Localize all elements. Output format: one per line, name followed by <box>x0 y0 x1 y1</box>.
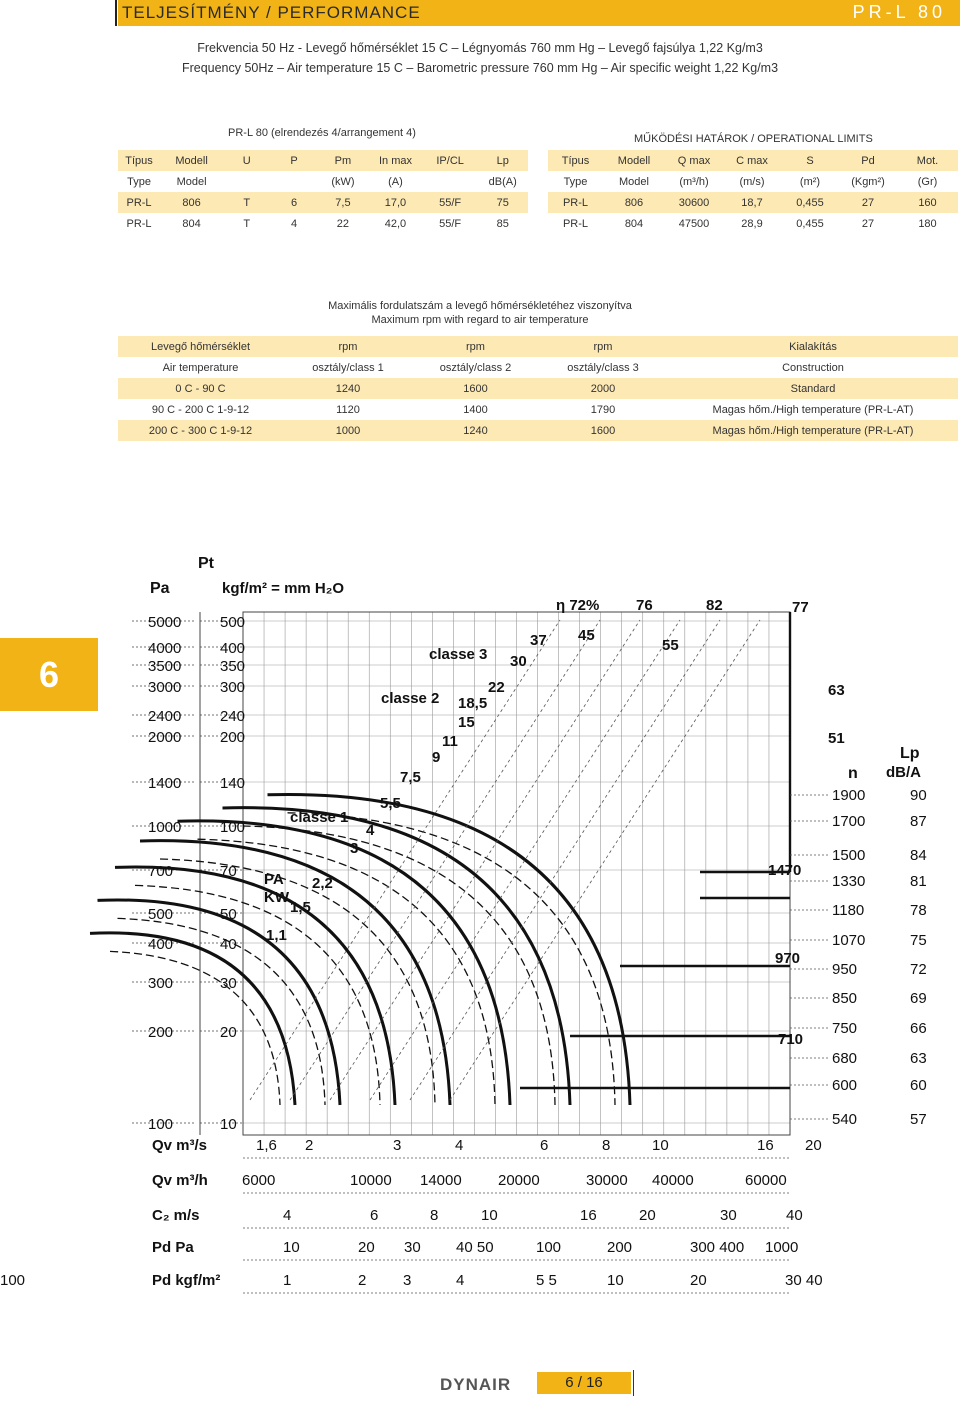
table-cell: (m³/h) <box>665 171 723 192</box>
table-cell: Levegő hőmérséklet <box>118 336 283 357</box>
table-cell: Mot. <box>897 150 958 171</box>
kgf-tick-label: 140 <box>220 775 246 792</box>
lp-value: 66 <box>910 1020 927 1037</box>
pa-label: Pa <box>150 580 170 597</box>
lp-value: 78 <box>910 902 927 919</box>
table-cell: 6 <box>270 192 317 213</box>
rpm-value: 1070 <box>832 932 866 949</box>
curve-power-label: 30 <box>510 653 527 670</box>
rpm-value: 600 <box>832 1077 858 1094</box>
curve-power-label: 4 <box>366 822 375 839</box>
kgf-tick-label: 100 <box>220 819 246 836</box>
lp-value: 60 <box>910 1077 927 1094</box>
rpm-marker: 1470 <box>768 862 802 879</box>
rpm-value: 1500 <box>832 847 866 864</box>
x-axis-tick-label: 20000 <box>498 1172 540 1189</box>
x-axis-tick-label: 2 <box>358 1272 367 1289</box>
curve-power-label: 1,5 <box>290 899 311 916</box>
table-cell: PR-L <box>548 213 603 234</box>
efficiency-label: η 72% <box>556 597 600 614</box>
curve-power-label: 2,2 <box>312 875 333 892</box>
table-cell: PR-L <box>118 192 160 213</box>
x-axis-tick-label: 10000 <box>350 1172 392 1189</box>
rpm-marker: 63 <box>828 682 845 699</box>
x-axis-tick-label: 6 <box>370 1207 379 1224</box>
table-row <box>118 213 528 234</box>
x-axis-tick-label: 100 <box>0 1272 26 1289</box>
x-axis-tick-label: 16 <box>580 1207 597 1224</box>
system-line <box>290 620 600 1100</box>
table-cell: 0,455 <box>781 213 839 234</box>
lp-value: 57 <box>910 1111 927 1128</box>
curve-power-label: 3 <box>350 840 359 857</box>
x-axis-tick-label: 100 <box>536 1239 562 1256</box>
class-label: classe 3 <box>429 646 488 663</box>
x-axis-tick-label: 1000 <box>765 1239 799 1256</box>
kgf-tick-label: 240 <box>220 708 246 725</box>
table-header-row <box>118 171 528 192</box>
table-cell: 22 <box>318 213 368 234</box>
page-header <box>118 0 960 26</box>
table-cell: 28,9 <box>723 213 781 234</box>
curve-power-label: 37 <box>530 632 547 649</box>
x-axis-tick-label: 40 <box>786 1207 803 1224</box>
table-row <box>118 378 958 399</box>
x-axis-tick-label: 8 <box>602 1137 611 1154</box>
x-axis-tick-label: 10 <box>652 1137 669 1154</box>
table-cell: T <box>223 213 270 234</box>
curve-power-label: 11 <box>442 733 458 750</box>
lp-value: 87 <box>910 813 927 830</box>
table-cell: (m/s) <box>723 171 781 192</box>
rpm-value: 1330 <box>832 873 866 890</box>
x-axis-tick-label: 4 <box>456 1272 465 1289</box>
curve-power-label: 9 <box>432 749 441 766</box>
table-cell: 806 <box>603 192 665 213</box>
table-cell: Construction <box>668 357 958 378</box>
table-cell: 55/F <box>423 192 478 213</box>
pa-tick-label: 700 <box>148 863 174 880</box>
x-axis-tick-label: 300 400 <box>690 1239 745 1256</box>
table-cell: Air temperature <box>118 357 283 378</box>
x-axis-tick-label: 200 <box>607 1239 633 1256</box>
kgf-tick-label: 20 <box>220 1024 237 1041</box>
table-cell: P <box>270 150 317 171</box>
kgf-label: kgf/m² = mm H₂O <box>222 580 345 597</box>
rpm-value: 1900 <box>832 787 866 804</box>
table-cell: (Kgm²) <box>839 171 897 192</box>
x-axis-title: Qv m³/s <box>152 1137 208 1154</box>
kgf-tick-label: 400 <box>220 640 246 657</box>
table-cell: Pm <box>318 150 368 171</box>
curve-power-label: 55 <box>662 637 679 654</box>
table-cell: rpm <box>283 336 413 357</box>
lp-value: 63 <box>910 1050 927 1067</box>
x-axis-title: Pd kgf/m² <box>152 1272 221 1289</box>
class-label: classe 1 <box>290 809 349 826</box>
table-cell: (kW) <box>318 171 368 192</box>
kgf-tick-label: 200 <box>220 729 246 746</box>
x-axis-tick-label: 4 <box>455 1137 464 1154</box>
table-cell: PR-L <box>548 192 603 213</box>
x-axis-tick-label: 6 <box>540 1137 549 1154</box>
rpm-value: 680 <box>832 1050 858 1067</box>
kgf-tick-label: 500 <box>220 614 246 631</box>
frequency-en: Frequency 50Hz – Air temperature 15 C – Barometric pressure 760 mm Hg – Air specific weight 1,22 Kg/m3 <box>181 61 779 75</box>
system-line <box>330 620 640 1100</box>
table-cell: (Gr) <box>897 171 958 192</box>
rpm-value: 750 <box>832 1020 858 1037</box>
table-cell: 1000 <box>283 420 413 441</box>
x-axis-tick-label: 30 <box>404 1239 421 1256</box>
table-cell: Type <box>118 171 160 192</box>
footer-divider <box>633 1370 634 1396</box>
pa-tick-label: 2000 <box>148 729 182 746</box>
table-cell: Type <box>548 171 603 192</box>
table-cell: 2000 <box>538 378 668 399</box>
table-cell: (A) <box>368 171 423 192</box>
x-axis-tick-label: 30000 <box>586 1172 628 1189</box>
table-cell: rpm <box>538 336 668 357</box>
x-axis-title: Pd Pa <box>152 1239 194 1256</box>
x-axis-tick-label: 20 <box>805 1137 822 1154</box>
curve-power-label: 22 <box>488 679 505 696</box>
table-row <box>548 192 958 213</box>
rpm-marker: 970 <box>775 950 801 967</box>
rpm-value: 950 <box>832 961 858 978</box>
pa-tick-label: 2400 <box>148 708 182 725</box>
table-cell: Model <box>603 171 665 192</box>
curve-power-label: 7,5 <box>400 769 421 786</box>
kgf-tick-label: 50 <box>220 906 237 923</box>
table-header-row <box>118 336 958 357</box>
rpm-value: 540 <box>832 1111 858 1128</box>
table-cell: Pd <box>839 150 897 171</box>
brand-logo: DYNAIR <box>440 1375 512 1394</box>
kgf-tick-label: 70 <box>220 863 237 880</box>
table-cell <box>270 171 317 192</box>
table-cell: PR-L <box>118 213 160 234</box>
table-cell: 1120 <box>283 399 413 420</box>
table-cell <box>223 171 270 192</box>
n-label: n <box>848 765 858 782</box>
table-cell: 4 <box>270 213 317 234</box>
page-title: TELJESÍTMÉNY / PERFORMANCE <box>122 3 421 22</box>
kgf-tick-label: 40 <box>220 936 237 953</box>
x-axis-tick-label: 10 <box>481 1207 498 1224</box>
table-cell: Magas hőm./High temperature (PR-L-AT) <box>668 420 958 441</box>
class-label: classe 2 <box>381 690 440 707</box>
table-cell: 42,0 <box>368 213 423 234</box>
table-cell: Típus <box>118 150 160 171</box>
performance-curve <box>268 794 631 1105</box>
table-cell: 1790 <box>538 399 668 420</box>
rpm-value: 850 <box>832 990 858 1007</box>
table-cell: S <box>781 150 839 171</box>
table-cell: Kialakítás <box>668 336 958 357</box>
x-axis-tick-label: 40000 <box>652 1172 694 1189</box>
x-axis-title: C₂ m/s <box>152 1207 200 1224</box>
table-cell: 1600 <box>538 420 668 441</box>
table-cell: Típus <box>548 150 603 171</box>
table-cell: 804 <box>603 213 665 234</box>
curve-power-label: 1,1 <box>266 927 287 944</box>
x-axis-tick-label: 10 <box>283 1239 300 1256</box>
x-axis-tick-label: 2 <box>305 1137 314 1154</box>
kw-legend-label: KW <box>264 889 289 906</box>
left-table-caption: PR-L 80 (elrendezés 4/arrangement 4) <box>228 127 416 139</box>
rpm-marker: 710 <box>778 1031 804 1048</box>
table-cell: 75 <box>477 192 528 213</box>
table-cell: T <box>223 192 270 213</box>
lp-value: 90 <box>910 787 927 804</box>
rpm-marker: 51 <box>828 730 845 747</box>
table-cell: 180 <box>897 213 958 234</box>
model-title: PR-L 80 <box>852 2 946 22</box>
lp-label: Lp <box>900 745 920 762</box>
x-axis-tick-label: 3 <box>403 1272 412 1289</box>
x-axis-tick-label: 1,6 <box>256 1137 277 1154</box>
pa-tick-label: 300 <box>148 975 174 992</box>
table-cell: Model <box>160 171 223 192</box>
x-axis-tick-label: 16 <box>757 1137 774 1154</box>
pt-label: Pt <box>198 555 214 572</box>
x-axis-tick-label: 20 <box>639 1207 656 1224</box>
efficiency-label: 77 <box>792 599 809 616</box>
table-cell: In max <box>368 150 423 171</box>
rpm-caption-en: Maximum rpm with regard to air temperature <box>371 314 589 326</box>
table-cell: 0,455 <box>781 192 839 213</box>
table-header-row <box>118 357 958 378</box>
table-cell: 27 <box>839 213 897 234</box>
table-cell: 55/F <box>423 213 478 234</box>
pa-tick-label: 3500 <box>148 658 182 675</box>
table-cell: osztály/class 2 <box>413 357 538 378</box>
table-cell: (m²) <box>781 171 839 192</box>
table-cell: 1240 <box>413 420 538 441</box>
pa-tick-label: 5000 <box>148 614 182 631</box>
pa-tick-label: 100 <box>148 1116 174 1133</box>
lp-unit-label: dB/A <box>886 764 921 781</box>
curve-power-label: 18,5 <box>458 695 488 712</box>
x-axis-tick-label: 40 50 <box>456 1239 494 1256</box>
table-cell: Standard <box>668 378 958 399</box>
table-header-row <box>548 171 958 192</box>
x-axis-tick-label: 20 <box>358 1239 375 1256</box>
frequency-hu: Frekvencia 50 Hz - Levegő hőmérséklet 15 C – Légnyomás 760 mm Hg – Levegő fajsúlya 1,22 Kg/m3 <box>197 41 763 55</box>
table-cell: 1400 <box>413 399 538 420</box>
table-row <box>118 399 958 420</box>
table-row <box>548 213 958 234</box>
table-cell: 27 <box>839 192 897 213</box>
x-axis-title: Qv m³/h <box>152 1172 208 1189</box>
efficiency-label: 76 <box>636 597 653 614</box>
table-cell: 200 C - 300 C 1-9-12 <box>118 420 283 441</box>
table-cell: 90 C - 200 C 1-9-12 <box>118 399 283 420</box>
pa-tick-label: 1400 <box>148 775 182 792</box>
table-cell: 17,0 <box>368 192 423 213</box>
motor-table <box>118 150 528 234</box>
rpm-caption-hu: Maximális fordulatszám a levegő hőmérsékletéhez viszonyítva <box>328 300 632 312</box>
table-cell: 160 <box>897 192 958 213</box>
lp-value: 75 <box>910 932 927 949</box>
pa-tick-label: 400 <box>148 936 174 953</box>
curve-power-label: 5,5 <box>380 795 401 812</box>
table-row <box>118 192 528 213</box>
limits-table <box>548 150 958 234</box>
rpm-value: 1180 <box>832 902 865 919</box>
table-cell: 7,5 <box>318 192 368 213</box>
lp-value: 72 <box>910 961 927 978</box>
table-cell: 804 <box>160 213 223 234</box>
x-axis-tick-label: 8 <box>430 1207 439 1224</box>
x-axis-tick-label: 6000 <box>242 1172 276 1189</box>
page-number: 6 / 16 <box>537 1372 631 1394</box>
table-cell <box>423 171 478 192</box>
table-cell: Q max <box>665 150 723 171</box>
performance-chart <box>0 540 960 1300</box>
table-cell: Lp <box>477 150 528 171</box>
table-cell: Modell <box>603 150 665 171</box>
efficiency-curve <box>110 951 280 1105</box>
curve-power-label: 45 <box>578 627 595 644</box>
lp-value: 81 <box>910 873 927 890</box>
table-cell: osztály/class 3 <box>538 357 668 378</box>
table-cell: C max <box>723 150 781 171</box>
table-row <box>118 420 958 441</box>
x-axis-tick-label: 30 40 <box>785 1272 823 1289</box>
table-cell: Modell <box>160 150 223 171</box>
pa-tick-label: 1000 <box>148 819 182 836</box>
pa-tick-label: 4000 <box>148 640 182 657</box>
pa-tick-label: 200 <box>148 1024 174 1041</box>
right-table-caption: MŰKÖDÉSI HATÁROK / OPERATIONAL LIMITS <box>634 133 873 145</box>
pa-tick-label: 500 <box>148 906 174 923</box>
table-cell: 0 C - 90 C <box>118 378 283 399</box>
table-cell: dB(A) <box>477 171 528 192</box>
kgf-tick-label: 350 <box>220 658 246 675</box>
table-cell: 806 <box>160 192 223 213</box>
table-cell: 18,7 <box>723 192 781 213</box>
x-axis-tick-label: 14000 <box>420 1172 462 1189</box>
kgf-tick-label: 30 <box>220 975 237 992</box>
efficiency-label: 82 <box>706 597 723 614</box>
x-axis-tick-label: 10 <box>607 1272 624 1289</box>
curve-power-label: 15 <box>458 714 475 731</box>
kgf-tick-label: 10 <box>220 1116 237 1133</box>
table-cell: 85 <box>477 213 528 234</box>
table-cell: rpm <box>413 336 538 357</box>
table-cell: osztály/class 1 <box>283 357 413 378</box>
x-axis-tick-label: 5 5 <box>536 1272 557 1289</box>
table-cell: U <box>223 150 270 171</box>
table-cell: 47500 <box>665 213 723 234</box>
table-cell: 30600 <box>665 192 723 213</box>
table-cell: 1600 <box>413 378 538 399</box>
x-axis-tick-label: 1 <box>283 1272 292 1289</box>
header-divider <box>115 0 117 26</box>
rpm-value: 1700 <box>832 813 866 830</box>
table-cell: 1240 <box>283 378 413 399</box>
performance-curve <box>98 900 341 1105</box>
table-header-row <box>118 150 528 171</box>
kgf-tick-label: 300 <box>220 679 246 696</box>
section-tab: 6 <box>0 638 98 711</box>
pa-tick-label: 3000 <box>148 679 182 696</box>
x-axis-tick-label: 20 <box>690 1272 707 1289</box>
x-axis-tick-label: 4 <box>283 1207 292 1224</box>
lp-value: 69 <box>910 990 927 1007</box>
x-axis-tick-label: 3 <box>393 1137 402 1154</box>
x-axis-tick-label: 60000 <box>745 1172 787 1189</box>
x-axis-tick-label: 30 <box>720 1207 737 1224</box>
table-header-row <box>548 150 958 171</box>
lp-value: 84 <box>910 847 927 864</box>
pa-legend-label: PA <box>264 871 284 888</box>
table-cell: Magas hőm./High temperature (PR-L-AT) <box>668 399 958 420</box>
table-cell: IP/CL <box>423 150 478 171</box>
rpm-table <box>118 336 958 441</box>
